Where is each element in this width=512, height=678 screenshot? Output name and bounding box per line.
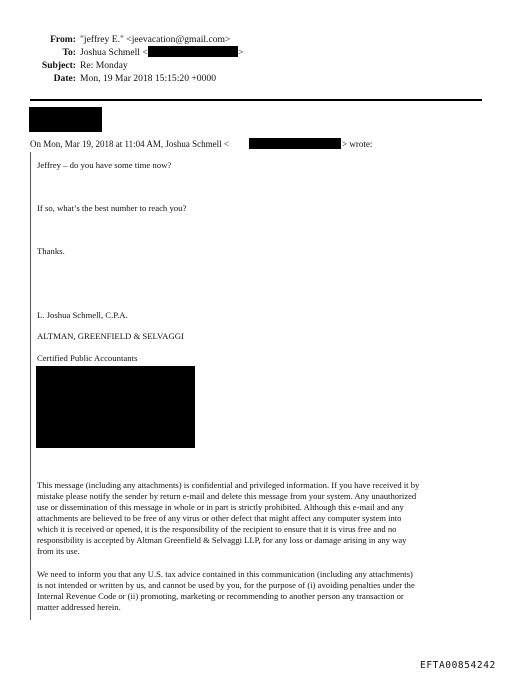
from-label: From: — [50, 34, 76, 45]
tax-notice-line: matter addressed herein. — [37, 602, 121, 612]
redaction-box — [249, 138, 341, 149]
quote-intro-prefix: On Mon, Mar 19, 2018 at 11:04 AM, Joshua Schmell < — [30, 139, 229, 149]
to-value-suffix: > — [238, 47, 244, 58]
subject-value: Re: Monday — [80, 60, 128, 71]
from-value: "jeffrey E." <jeevacation@gmail.com> — [80, 34, 231, 45]
tax-notice-line: We need to inform you that any U.S. tax advice contained in this communication (including any attachments) — [37, 569, 413, 579]
message-line: If so, what’s the best number to reach you? — [37, 203, 187, 213]
message-line: Thanks. — [37, 246, 65, 256]
date-value: Mon, 19 Mar 2018 15:15:20 +0000 — [80, 73, 216, 84]
disclaimer-line: which it is received or opened, it is the responsibility of the recipient to ensure that it is virus free and no — [37, 524, 397, 534]
subject-label: Subject: — [41, 60, 76, 71]
to-label: To: — [62, 47, 76, 58]
signature-title: Certified Public Accountants — [37, 353, 138, 363]
signature-name: L. Joshua Schmell, C.P.A. — [37, 310, 128, 320]
disclaimer-line: attachments are believed to be free of any virus or other defect that might affect any computer system into — [37, 513, 402, 523]
redaction-box — [29, 107, 102, 132]
disclaimer-line: from its use. — [37, 546, 80, 556]
disclaimer-line: use or dissemination of this message in whole or in part is strictly prohibited. Although this e-mail and any — [37, 502, 404, 512]
redaction-box — [36, 366, 195, 448]
tax-notice-line: is not intended or written by us, and cannot be used by you, for the purpose of (i) avoiding penalties under the — [37, 580, 415, 590]
to-value-prefix: Joshua Schmell < — [80, 47, 148, 58]
date-label: Date: — [53, 73, 76, 84]
signature-firm: ALTMAN, GREENFIELD & SELVAGGI — [37, 331, 184, 341]
bates-number: EFTA00854242 — [420, 660, 496, 671]
quote-bar — [30, 152, 31, 620]
redaction-box — [148, 46, 238, 57]
message-line: Jeffrey – do you have some time now? — [37, 160, 172, 170]
disclaimer-line: mistake please notify the sender by return e-mail and delete this message from your system. Any unauthorized — [37, 491, 417, 501]
quote-intro-suffix: > wrote: — [342, 139, 373, 149]
tax-notice-line: Internal Revenue Code or (ii) promoting, marketing or recommending to another person any transaction or — [37, 591, 404, 601]
disclaimer-line: This message (including any attachments) is confidential and privileged information. If you have received it by — [37, 480, 420, 490]
header-divider — [30, 99, 482, 101]
disclaimer-line: responsibility is accepted by Altman Greenfield & Selvaggi LLP, for any loss or damage arising in any way — [37, 535, 407, 545]
